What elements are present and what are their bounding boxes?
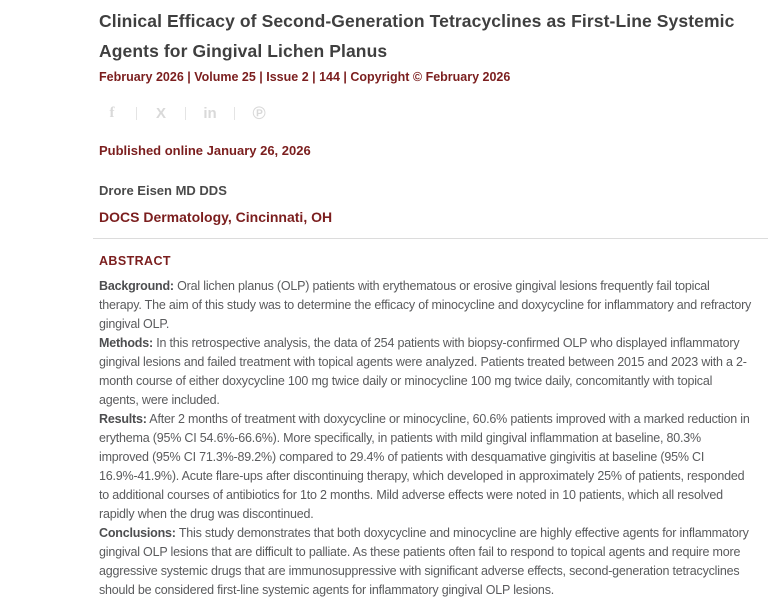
share-toolbar <box>99 103 752 123</box>
page-title: Clinical Efficacy of Second-Generation Tetracyclines as First-Line Systemic Agents for Gingival Lichen Planus <box>99 11 735 61</box>
abstract-results-label: Results: <box>99 412 147 426</box>
abstract-results-paragraph <box>99 410 752 524</box>
share-divider <box>234 107 235 120</box>
share-divider <box>136 107 137 120</box>
share-divider <box>185 107 186 120</box>
abstract-methods-paragraph <box>99 334 752 410</box>
pinterest-icon[interactable]: ℗ <box>252 102 266 123</box>
abstract-methods-text: In this retrospective analysis, the data of 254 patients with biopsy-confirmed OLP who displayed inflammatory gingival lesions and failed treatment with topical agents were analyzed. Patients treated between 2015 and 2023 with a 2-month course of either doxycycline 100 mg twice daily or minocycline 100 mg twice daily, concomitantly with topical agents, were included. <box>99 336 747 407</box>
abstract-background-paragraph <box>99 277 752 334</box>
abstract-conclusions-label: Conclusions: <box>99 526 176 540</box>
author-name: Drore Eisen MD DDS <box>99 183 227 198</box>
x-twitter-icon[interactable]: X <box>155 104 166 122</box>
linkedin-icon[interactable]: in <box>203 104 217 122</box>
abstract-methods-label: Methods: <box>99 336 153 350</box>
abstract-results-text: After 2 months of treatment with doxycycline or minocycline, 60.6% patients improved with a marked reduction in erythema (95% CI 54.6%-66.6%). More specifically, in patients with mild gingival inflammation at baseline, 80.3% improved (95% CI 71.3%-89.2%) compared to 29.4% of patients with desquamative gingivitis at baseline (95% CI 16.9%-41.9%). Acute flare-ups after discontinuing therapy, which developed in approximately 25% of patients, responded to additional courses of antibiotics for 1to 2 months. Mild adverse effects were noted in 10 patients, which all resolved rapidly when the drug was discontinued. <box>99 412 750 521</box>
published-online-date: Published online January 26, 2026 <box>99 143 311 158</box>
abstract-background-text: Oral lichen planus (OLP) patients with erythematous or erosive gingival lesions frequently fail topical therapy. The aim of this study was to determine the efficacy of minocycline and doxycycline for inflammatory and refractory gingival OLP. <box>99 279 752 331</box>
abstract-body <box>99 277 752 600</box>
abstract-conclusions-paragraph <box>99 524 752 600</box>
abstract-background-label: Background: <box>99 279 174 293</box>
abstract-conclusions-text: This study demonstrates that both doxycycline and minocycline are highly effective agents for inflammatory gingival OLP lesions that are difficult to palliate. As these patients often fail to respond to topical agents and require more aggressive systemic drugs that are immunosuppressive with significant adverse effects, second-generation tetracyclines should be considered first-line systemic agents for inflammatory gingival OLP lesions. <box>99 526 749 597</box>
section-divider <box>93 238 768 239</box>
facebook-icon[interactable]: f <box>109 104 115 121</box>
issue-meta-line: February 2026 | Volume 25 | Issue 2 | 144 | Copyright © February 2026 <box>99 70 511 84</box>
abstract-heading: ABSTRACT <box>99 254 171 268</box>
author-affiliation: DOCS Dermatology, Cincinnati, OH <box>99 209 333 225</box>
